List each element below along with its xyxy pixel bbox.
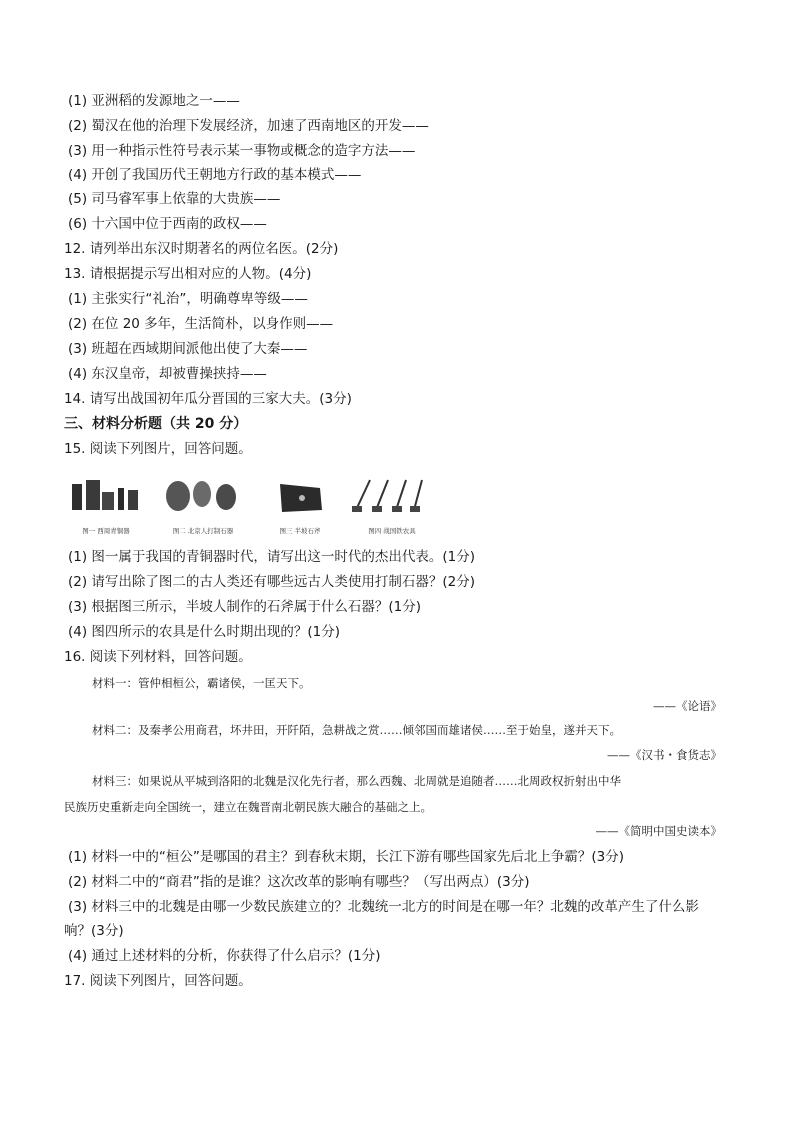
question-11-item-1: (1) 亚洲稻的发源地之一—— [68,93,240,109]
stone-axe-image [262,470,338,526]
question-15-item-4: (4) 图四所示的农具是什么时期出现的？(1分) [68,624,341,640]
material-1-source: ——《论语》 [653,699,722,713]
figure-4-caption: 图四 战国铁农具 [368,527,416,535]
figure-4-iron-tools [348,470,436,536]
question-13-item-3: (3) 班超在西域期间派他出使了大秦—— [68,341,308,357]
figure-3-caption: 图三 半坡石斧 [279,527,321,535]
question-16-item-3-cont: 响？(3分) [64,923,124,939]
question-13: 13. 请根据提示写出相对应的人物。(4分) [64,266,312,282]
question-15-item-2: (2) 请写出除了图二的古人类还有哪些远古人类使用打制石器？(2分) [68,574,476,590]
material-1: 材料一：管仲相桓公，霸诸侯，一匡天下。 [92,676,311,690]
question-12: 12. 请列举出东汉时期著名的两位名医。(2分) [64,241,339,257]
question-14: 14. 请写出战国初年瓜分晋国的三家大夫。(3分) [64,391,352,407]
question-16-item-2: (2) 材料二中的“商君”指的是谁？这次改革的影响有哪些？（写出两点）(3分) [68,874,530,890]
question-11-item-4: (4) 开创了我国历代王朝地方行政的基本模式—— [68,167,362,183]
question-15-item-3: (3) 根据图三所示，半坡人制作的石斧属于什么石器？(1分) [68,599,422,615]
question-16-item-3: (3) 材料三中的北魏是由哪一少数民族建立的？北魏统一北方的时间是在哪一年？北魏的改革产生了什么影 [68,899,699,915]
iron-farm-tools-image [348,470,436,526]
question-16: 16. 阅读下列材料，回答问题。 [64,649,252,665]
question-13-item-4: (4) 东汉皇帝，却被曹操挟持—— [68,366,267,382]
material-3-line-2: 民族历史重新走向全国统一，建立在魏晋南北朝民族大融合的基础之上。 [64,800,432,814]
question-13-item-2: (2) 在位 20 多年，生活简朴，以身作则—— [68,316,334,332]
question-15-item-1: (1) 图一属于我国的青铜器时代，请写出这一时代的杰出代表。(1分) [68,549,476,565]
section-3-heading: 三、材料分析题（共 20 分） [64,416,248,432]
question-11-item-2: (2) 蜀汉在他的治理下发展经济，加速了西南地区的开发—— [68,118,429,134]
material-2: 材料二：及秦孝公用商君，坏井田，开阡陌，急耕战之赏……倾邻国而雄诸侯……至于始皇，遂并天下。 [92,723,621,737]
question-11-item-6: (6) 十六国中位于西南的政权—— [68,216,267,232]
material-3-source: ——《简明中国史读本》 [595,824,722,838]
bronze-vessels-image [66,470,146,526]
material-3-line-1: 材料三：如果说从平城到洛阳的北魏是汉化先行者，那么西魏、北周就是追随者……北周政权折射出中华 [92,774,621,788]
question-16-item-1: (1) 材料一中的“桓公”是哪国的君主？到春秋末期，长江下游有哪些国家先后北上争霸？(3分) [68,849,625,865]
question-17: 17. 阅读下列图片，回答问题。 [64,973,252,989]
chipped-stone-tools-image [154,470,252,526]
question-13-item-1: (1) 主张实行“礼治”，明确尊卑等级—— [68,291,308,307]
figure-3-stone-axe [262,470,338,536]
figure-1-bronze [66,470,146,536]
figure-2-stone-tools [154,470,252,536]
question-11-item-3: (3) 用一种指示性符号表示某一事物或概念的造字方法—— [68,143,416,159]
material-2-source: ——《汉书・食货志》 [607,748,722,762]
question-15: 15. 阅读下列图片，回答问题。 [64,441,252,457]
figure-2-caption: 图二 北京人打制石器 [172,527,234,535]
question-16-item-4: (4) 通过上述材料的分析，你获得了什么启示？(1分) [68,948,381,964]
figure-strip [66,470,436,536]
figure-1-caption: 图一 西周青铜器 [82,527,130,535]
question-11-item-5: (5) 司马睿军事上依靠的大贵族—— [68,191,281,207]
